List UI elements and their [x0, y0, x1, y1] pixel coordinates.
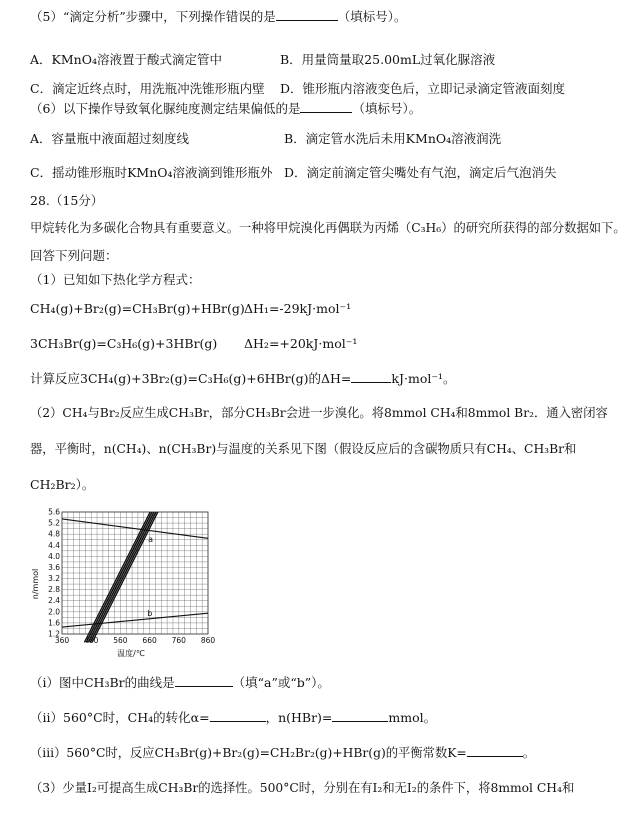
part3-line: （3）少量I₂可提高生成CH₃Br的选择性。500°C时，分别在有I₂和无I₂的条件下，将8mmol CH₄和 — [30, 781, 575, 795]
sub-i-text: （i）图中CH₃Br的曲线是 — [30, 675, 175, 690]
q28-answer-prompt: 回答下列问题： — [30, 248, 118, 263]
sub-i-tail: （填“a”或“b”）。 — [232, 675, 330, 690]
x-tick-label: 460 — [84, 636, 99, 645]
equilibrium-k-blank[interactable] — [467, 745, 523, 757]
y-tick-label: 2.4 — [48, 596, 60, 606]
x-tick-label: 560 — [113, 636, 128, 645]
y-axis-label: n/mmol — [31, 568, 40, 600]
y-tick-label: 4.0 — [48, 551, 60, 561]
equation-2: 3CH₃Br(g)=C₃H₆(g)+3HBr(g) — [30, 336, 218, 351]
sub-ii-text: （ii）560°C时，CH₄的转化α= — [30, 710, 210, 725]
x-tick-label: 760 — [171, 636, 186, 645]
part2-line1: （2）CH₄与Br₂反应生成CH₃Br，部分CH₃Br会进一步溴化。将8mmol CH₄和8mmol Br₂．通入密闭容 — [30, 406, 608, 420]
calc-line — [30, 371, 455, 387]
q5-option-b: B．用量筒量取25.00mL过氧化脲溶液 — [280, 52, 496, 67]
delta-h2: ΔH₂=+20kJ·mol⁻¹ — [244, 336, 358, 351]
sub-ii-unit: mmol。 — [388, 710, 437, 725]
hbr-blank[interactable] — [332, 710, 388, 722]
sub-iii-text: （iii）560°C时，反应CH₃Br(g)+Br₂(g)=CH₂Br₂(g)+HBr(g)的平衡常数K= — [30, 746, 467, 760]
equation-1: CH₄(g)+Br₂(g)=CH₃Br(g)+HBr(g) — [30, 301, 245, 316]
delta-h-blank[interactable] — [351, 371, 391, 383]
sub-ii-hbr: ，n(HBr)= — [265, 710, 333, 725]
y-tick-label: 1.6 — [48, 618, 60, 628]
q5-stem — [30, 9, 407, 25]
curve-label-a: a — [148, 535, 154, 545]
q5-stem-tail: （填标号）。 — [337, 9, 407, 24]
part2-line2: 器，平衡时，n(CH₄)、n(CH₃Br)与温度的关系见下图（假设反应后的含碳物质只有CH₄、CH₃Br和 — [30, 442, 577, 456]
series-line-b — [62, 613, 208, 627]
q5-option-c: C．滴定近终点时，用洗瓶冲洗锥形瓶内壁 — [30, 81, 265, 96]
delta-h1: ΔH₁=-29kJ·mol⁻¹ — [244, 301, 352, 316]
conversion-blank[interactable] — [210, 710, 266, 722]
y-tick-label: 2.0 — [48, 607, 60, 617]
x-tick-label: 360 — [54, 636, 70, 645]
part2-line3: CH₂Br₂）。 — [30, 477, 95, 492]
x-tick-label: 660 — [142, 636, 157, 645]
sub-iii-tail: 。 — [522, 746, 536, 760]
n-vs-temperature-chart — [30, 506, 220, 660]
q6-option-a: A．容量瓶中液面超过刻度线 — [30, 131, 190, 146]
q5-stem-text: （5）“滴定分析”步骤中，下列操作错误的是 — [30, 9, 276, 24]
sub-ii — [30, 710, 436, 726]
q5-option-a: A．KMnO₄溶液置于酸式滴定管中 — [30, 52, 222, 67]
q6-stem-tail: （填标号）。 — [352, 101, 422, 116]
sub-i — [30, 675, 330, 691]
sub-iii — [30, 745, 535, 761]
q5-answer-blank[interactable] — [276, 9, 338, 21]
x-tick-label: 860 — [200, 636, 216, 645]
q6-option-d: D．滴定前滴定管尖嘴处有气泡，滴定后气泡消失 — [284, 165, 557, 180]
q28-intro: 甲烷转化为多碳化合物具有重要意义。一种将甲烷溴化再偶联为丙烯（C₃H₆）的研究所获得的部分数据如下。 — [30, 221, 626, 235]
calc-unit: kJ·mol⁻¹。 — [391, 371, 456, 386]
q6-answer-blank[interactable] — [300, 101, 352, 113]
y-tick-label: 3.6 — [48, 562, 60, 572]
y-tick-label: 5.2 — [48, 518, 60, 528]
q28-part1: （1）已知如下热化学方程式： — [30, 272, 201, 287]
q6-option-c: C．摇动锥形瓶时KMnO₄溶液滴到锥形瓶外 — [30, 165, 273, 180]
q28-header: 28.（15分） — [30, 193, 104, 208]
curve-label-b: b — [147, 609, 153, 619]
q6-option-b: B．滴定管水洗后未用KMnO₄溶液润洗 — [284, 131, 502, 146]
sub-i-blank[interactable] — [175, 675, 233, 687]
q5-option-d: D．锥形瓶内溶液变色后，立即记录滴定管液面刻度 — [280, 81, 566, 96]
q6-stem-text: （6）以下操作导致氧化脲纯度测定结果偏低的是 — [30, 101, 301, 116]
y-tick-label: 5.6 — [48, 507, 60, 517]
calc-text: 计算反应3CH₄(g)+3Br₂(g)=C₃H₆(g)+6HBr(g)的ΔH= — [30, 371, 352, 386]
y-tick-label: 4.4 — [48, 540, 60, 550]
q6-stem — [30, 101, 421, 117]
y-tick-label: 4.8 — [48, 529, 60, 539]
y-tick-label: 3.2 — [48, 574, 60, 584]
y-tick-label: 2.8 — [48, 585, 60, 595]
x-axis-label: 温度/℃ — [117, 649, 145, 658]
y-tick-label: 1.2 — [48, 629, 60, 639]
